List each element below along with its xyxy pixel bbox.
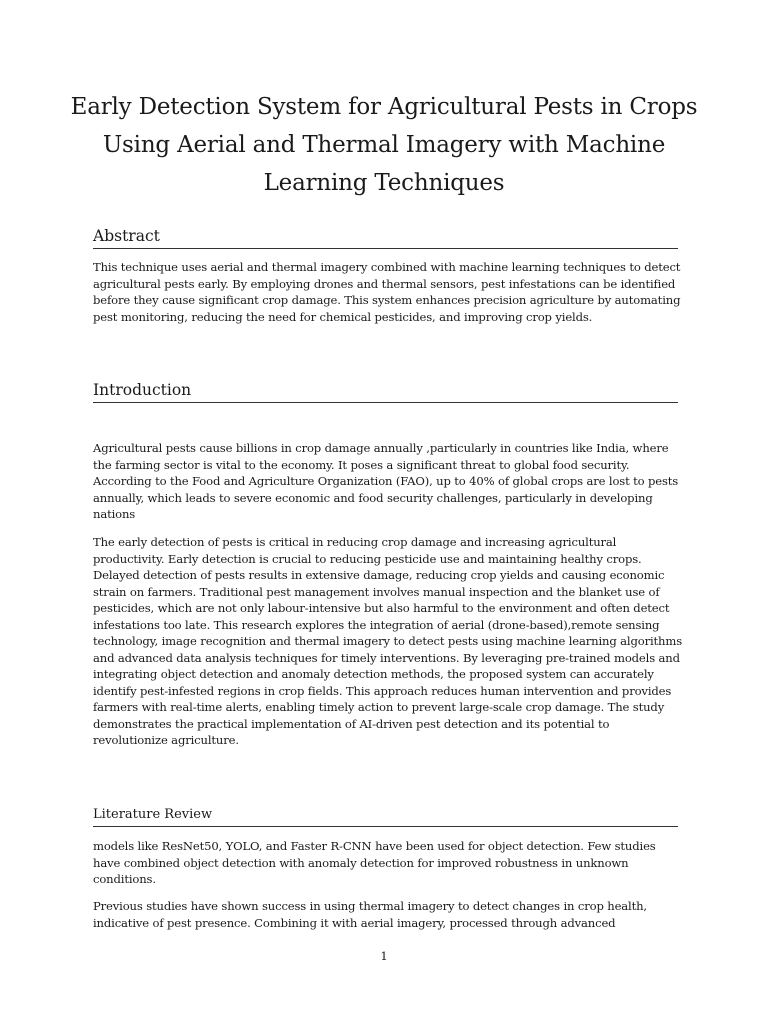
paper-title: Early Detection System for Agricultural Pests in Crops Using Aerial and Thermal Imagery with Machine Learning Techniques — [70, 94, 698, 196]
abstract-heading: Abstract — [93, 226, 678, 249]
introduction-heading: Introduction — [93, 380, 678, 403]
literature-review-paragraph-2: Previous studies have shown success in using thermal imagery to detect changes in crop health, indicative of pest presence. Combining it with aerial imagery, processed through advanced — [93, 899, 647, 930]
abstract-paragraph: This technique uses aerial and thermal imagery combined with machine learning techniques to detect agricultural pests early. By employing drones and thermal sensors, pest infestations can be identified before they cause significant crop damage. This system enhances precision agriculture by automating pest monitoring, reducing the need for chemical pesticides, and improving crop yields. — [93, 260, 681, 324]
literature-review-paragraph-1: models like ResNet50, YOLO, and Faster R-CNN have been used for object detection. Few studies have combined object detection with anomaly detection for improved robustness in unknown conditions. — [93, 839, 656, 886]
page-number: 1 — [380, 949, 388, 963]
introduction-paragraph-1: Agricultural pests cause billions in crop damage annually ,particularly in countries like India, where the farming sector is vital to the economy. It poses a significant threat to global food security. According to the Food and Agriculture Organization (FAO), up to 40% of global crops are lost to pests annually, which leads to severe economic and food security challenges, particularly in developing nations — [93, 441, 679, 521]
introduction-paragraph-2: The early detection of pests is critical in reducing crop damage and increasing agricultural productivity. Early detection is crucial to reducing pesticide use and maintaining healthy crops. Delayed detection of pests results in extensive damage, reducing crop yields and causing economic strain on farmers. Traditional pest management involves manual inspection and the blanket use of pesticides, which are not only labour-intensive but also harmful to the environment and often detect infestations too late. This research explores the integration of aerial (drone-based),remote sensing technology, image recognition and thermal imagery to detect pests using machine learning algorithms and advanced data analysis techniques for timely interventions. By leveraging pre-trained models and integrating object detection and anomaly detection methods, the proposed system can accurately identify pest-infested regions in crop fields. This approach reduces human intervention and provides farmers with real-time alerts, enabling timely action to prevent large-scale crop damage. The study demonstrates the practical implementation of AI-driven pest detection and its potential to revolutionize agriculture. — [93, 535, 682, 747]
literature-review-heading: Literature Review — [93, 806, 678, 827]
